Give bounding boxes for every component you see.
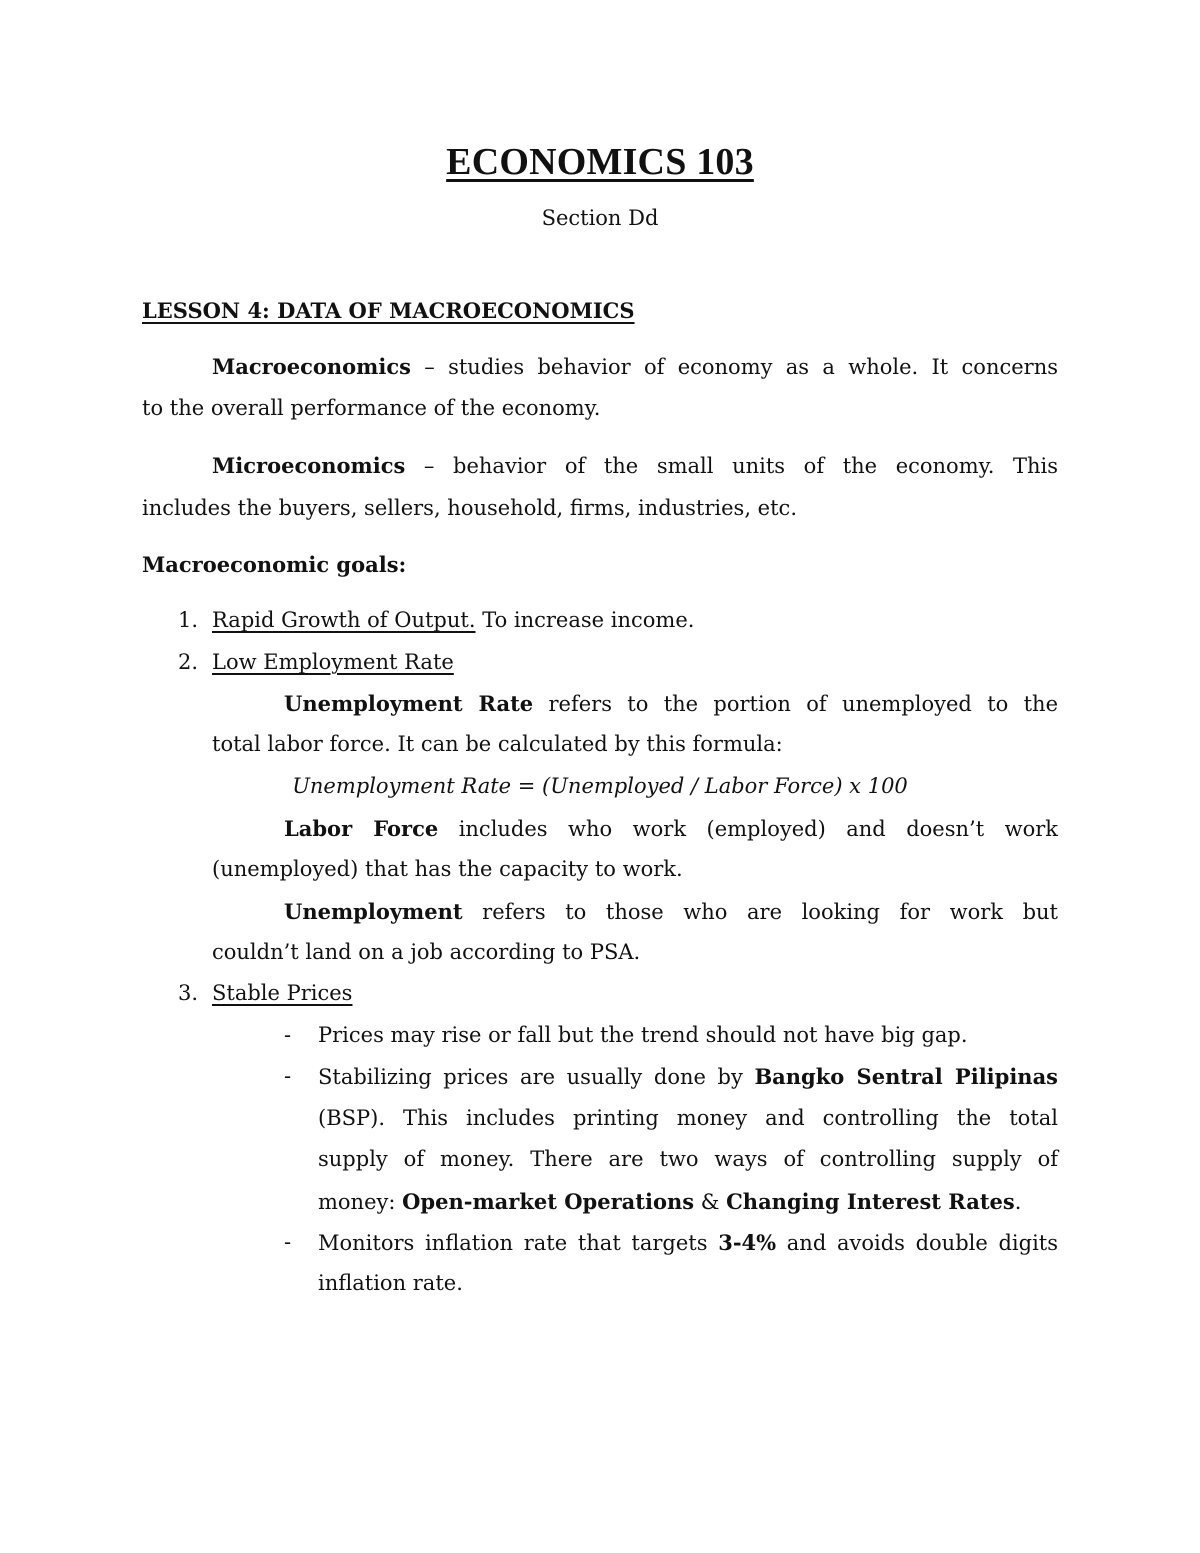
goal-2-number: 2.: [177, 650, 198, 674]
macro-definition-line1: [212, 354, 1058, 379]
bsp-name: Bangko Sentral Pilipinas: [754, 1064, 1059, 1089]
labor-force-line2: (unemployed) that has the capacity to work.: [212, 857, 683, 881]
goal-1: [212, 608, 694, 632]
micro-term: Microeconomics: [212, 453, 406, 478]
bullet-dash-3: -: [284, 1230, 292, 1254]
macro-definition-line2: to the overall performance of the economy.: [142, 396, 601, 420]
inflation-target: 3-4%: [718, 1230, 777, 1255]
bullet-1: Prices may rise or fall but the trend should not have big gap.: [318, 1023, 968, 1047]
bullet-3-line1: Monitors inflation rate that targets 3-4% and avoids double digits: [318, 1230, 1059, 1255]
lesson-heading: LESSON 4: DATA OF MACROECONOMICS: [142, 298, 635, 323]
unemployment-line1: Unemployment refers to those who are looking for work but: [284, 899, 1058, 924]
goal-1-title: Rapid Growth of Output.: [212, 608, 476, 632]
open-market-operations: Open-market Operations: [402, 1189, 695, 1214]
unemployment-rate-line1: Unemployment Rate refers to the portion of unemployed to the: [284, 691, 1059, 716]
goal-1-number: 1.: [177, 608, 198, 632]
bullet-2-line1: Stabilizing prices are usually done by Bangko Sentral Pilipinas: [318, 1064, 1059, 1089]
bullet-2-line3: supply of money. There are two ways of controlling supply of: [318, 1147, 1058, 1171]
micro-definition-line2: includes the buyers, sellers, household, firms, industries, etc.: [142, 496, 797, 520]
unemployment-formula: Unemployment Rate = (Unemployed / Labor Force) x 100: [292, 774, 908, 798]
goal-1-desc: To increase income.: [475, 608, 695, 632]
unemployment-rate-term: Unemployment Rate: [284, 691, 534, 716]
goal-3-title: Stable Prices: [212, 981, 353, 1005]
macro-term: Macroeconomics: [212, 354, 411, 379]
goal-3-number: 3.: [177, 981, 198, 1005]
goals-heading: Macroeconomic goals:: [142, 552, 407, 577]
labor-force-term: Labor Force: [284, 816, 439, 841]
changing-interest-rates: Changing Interest Rates: [726, 1189, 1015, 1214]
unemployment-line2: couldn’t land on a job according to PSA.: [212, 940, 641, 964]
bullet-2-line2: (BSP). This includes printing money and controlling the total: [318, 1106, 1058, 1130]
bullet-2-line4: money: Open-market Operations & Changing Interest Rates.: [318, 1189, 1022, 1214]
document-title: ECONOMICS 103: [446, 141, 754, 183]
section-label: Section Dd: [541, 206, 659, 230]
micro-text1: – behavior of the small units of the economy. This: [405, 454, 1058, 478]
labor-force-line1: Labor Force includes who work (employed) and doesn’t work: [284, 816, 1058, 841]
bullet-dash-2: -: [284, 1064, 292, 1088]
bullet-3-line2: inflation rate.: [318, 1271, 463, 1295]
unemployment-rate-line2: total labor force. It can be calculated by this formula:: [212, 732, 783, 756]
unemployment-term: Unemployment: [284, 899, 463, 924]
micro-definition-line1: [212, 453, 1058, 478]
bullet-dash-1: -: [284, 1023, 292, 1047]
goal-2-title: Low Employment Rate: [212, 650, 454, 674]
macro-text1: – studies behavior of economy as a whole. It concerns: [410, 355, 1058, 379]
